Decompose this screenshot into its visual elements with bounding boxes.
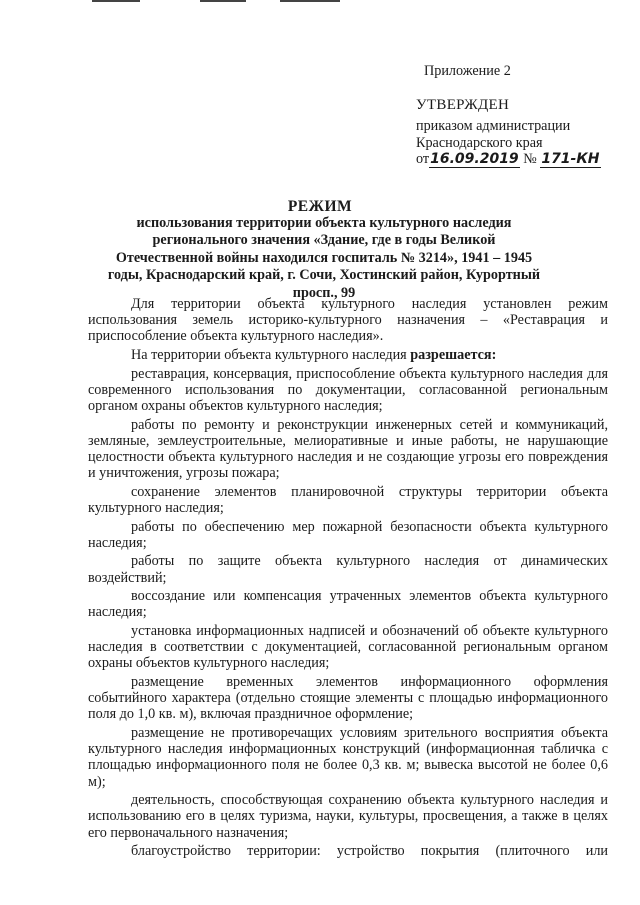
document-title: РЕЖИМ	[287, 198, 353, 215]
list-item: работы по ремонту и реконструкции инженерных сетей и коммуникаций, земляные, землеустроительные, мелиоративные и иные работы, не нарушающие целостности объекта культурного наследия и не создающие угрозы его повреждения и уничтожения, угрозы пожара;	[88, 416, 608, 482]
list-item: размещение не противоречащих условиям зрительного восприятия объекта культурного наследия информационных конструкций (информационная табличка с площадью информационного поля не более 0,3 кв. м; вывеска высотой не более 0,6 м);	[88, 724, 608, 790]
list-item: работы по защите объекта культурного наследия от динамических воздействий;	[88, 553, 608, 586]
order-line-1: приказом администрации	[416, 118, 571, 134]
allowed-heading	[88, 347, 608, 363]
list-item: размещение временных элементов информационного оформления событийного характера (отдельно стоящие элементы с площадью информационного поля до 1,0 кв. м), включая праздничное оформление;	[88, 673, 608, 723]
list-item: воссоздание или компенсация утраченных элементов объекта культурного наследия;	[88, 588, 608, 621]
allowed-prefix: На территории объекта культурного наследия	[131, 347, 411, 363]
handwritten-number: 171-КН	[541, 151, 600, 167]
scan-artifact	[92, 0, 140, 2]
approved-label: УТВЕРЖДЕН	[416, 97, 510, 113]
document-body	[88, 296, 608, 862]
scan-artifact	[280, 0, 340, 2]
list-item: работы по обеспечению мер пожарной безопасности объекта культурного наследия;	[88, 518, 608, 551]
appendix-label: Приложение 2	[424, 63, 511, 79]
date-prefix: от	[416, 151, 430, 167]
document-subtitle: использования территории объекта культурного наследия регионального значения «Здание, где в годы Великой Отечественной войны находился госпиталь № 3214», 1941 – 1945 годы, Краснодарский край, г. Сочи, Хостинский район, Курортный просп., 99	[107, 215, 541, 301]
number-prefix: №	[523, 151, 537, 167]
handwritten-date: 16.09.2019	[430, 151, 519, 167]
list-item: благоустройство территории: устройство покрытия (плиточного или	[131, 843, 608, 860]
order-date-line	[416, 151, 601, 168]
list-item: реставрация, консервация, приспособление объекта культурного наследия для современного использования по документации, согласованной региональным органом охраны объектов культурного наследия;	[88, 365, 608, 414]
list-item: деятельность, способствующая сохранению объекта культурного наследия и использованию его в целях туризма, науки, культуры, просвещения, а также в целях его первоначального назначения;	[88, 792, 608, 841]
list-item: сохранение элементов планировочной структуры территории объекта культурного наследия;	[88, 483, 608, 516]
list-item: установка информационных надписей и обозначений об объекте культурного наследия в соответствии с документацией, согласованной региональным органом охраны объектов культурного наследия;	[88, 622, 608, 672]
scan-artifact	[200, 0, 246, 2]
intro-paragraph: Для территории объекта культурного наследия установлен режим использования земель историко-культурного назначения – «Реставрация и приспособление объекта культурного наследия».	[88, 296, 608, 345]
allowed-bold: разрешается:	[410, 347, 497, 363]
order-line-2: Краснодарского края	[416, 135, 543, 151]
